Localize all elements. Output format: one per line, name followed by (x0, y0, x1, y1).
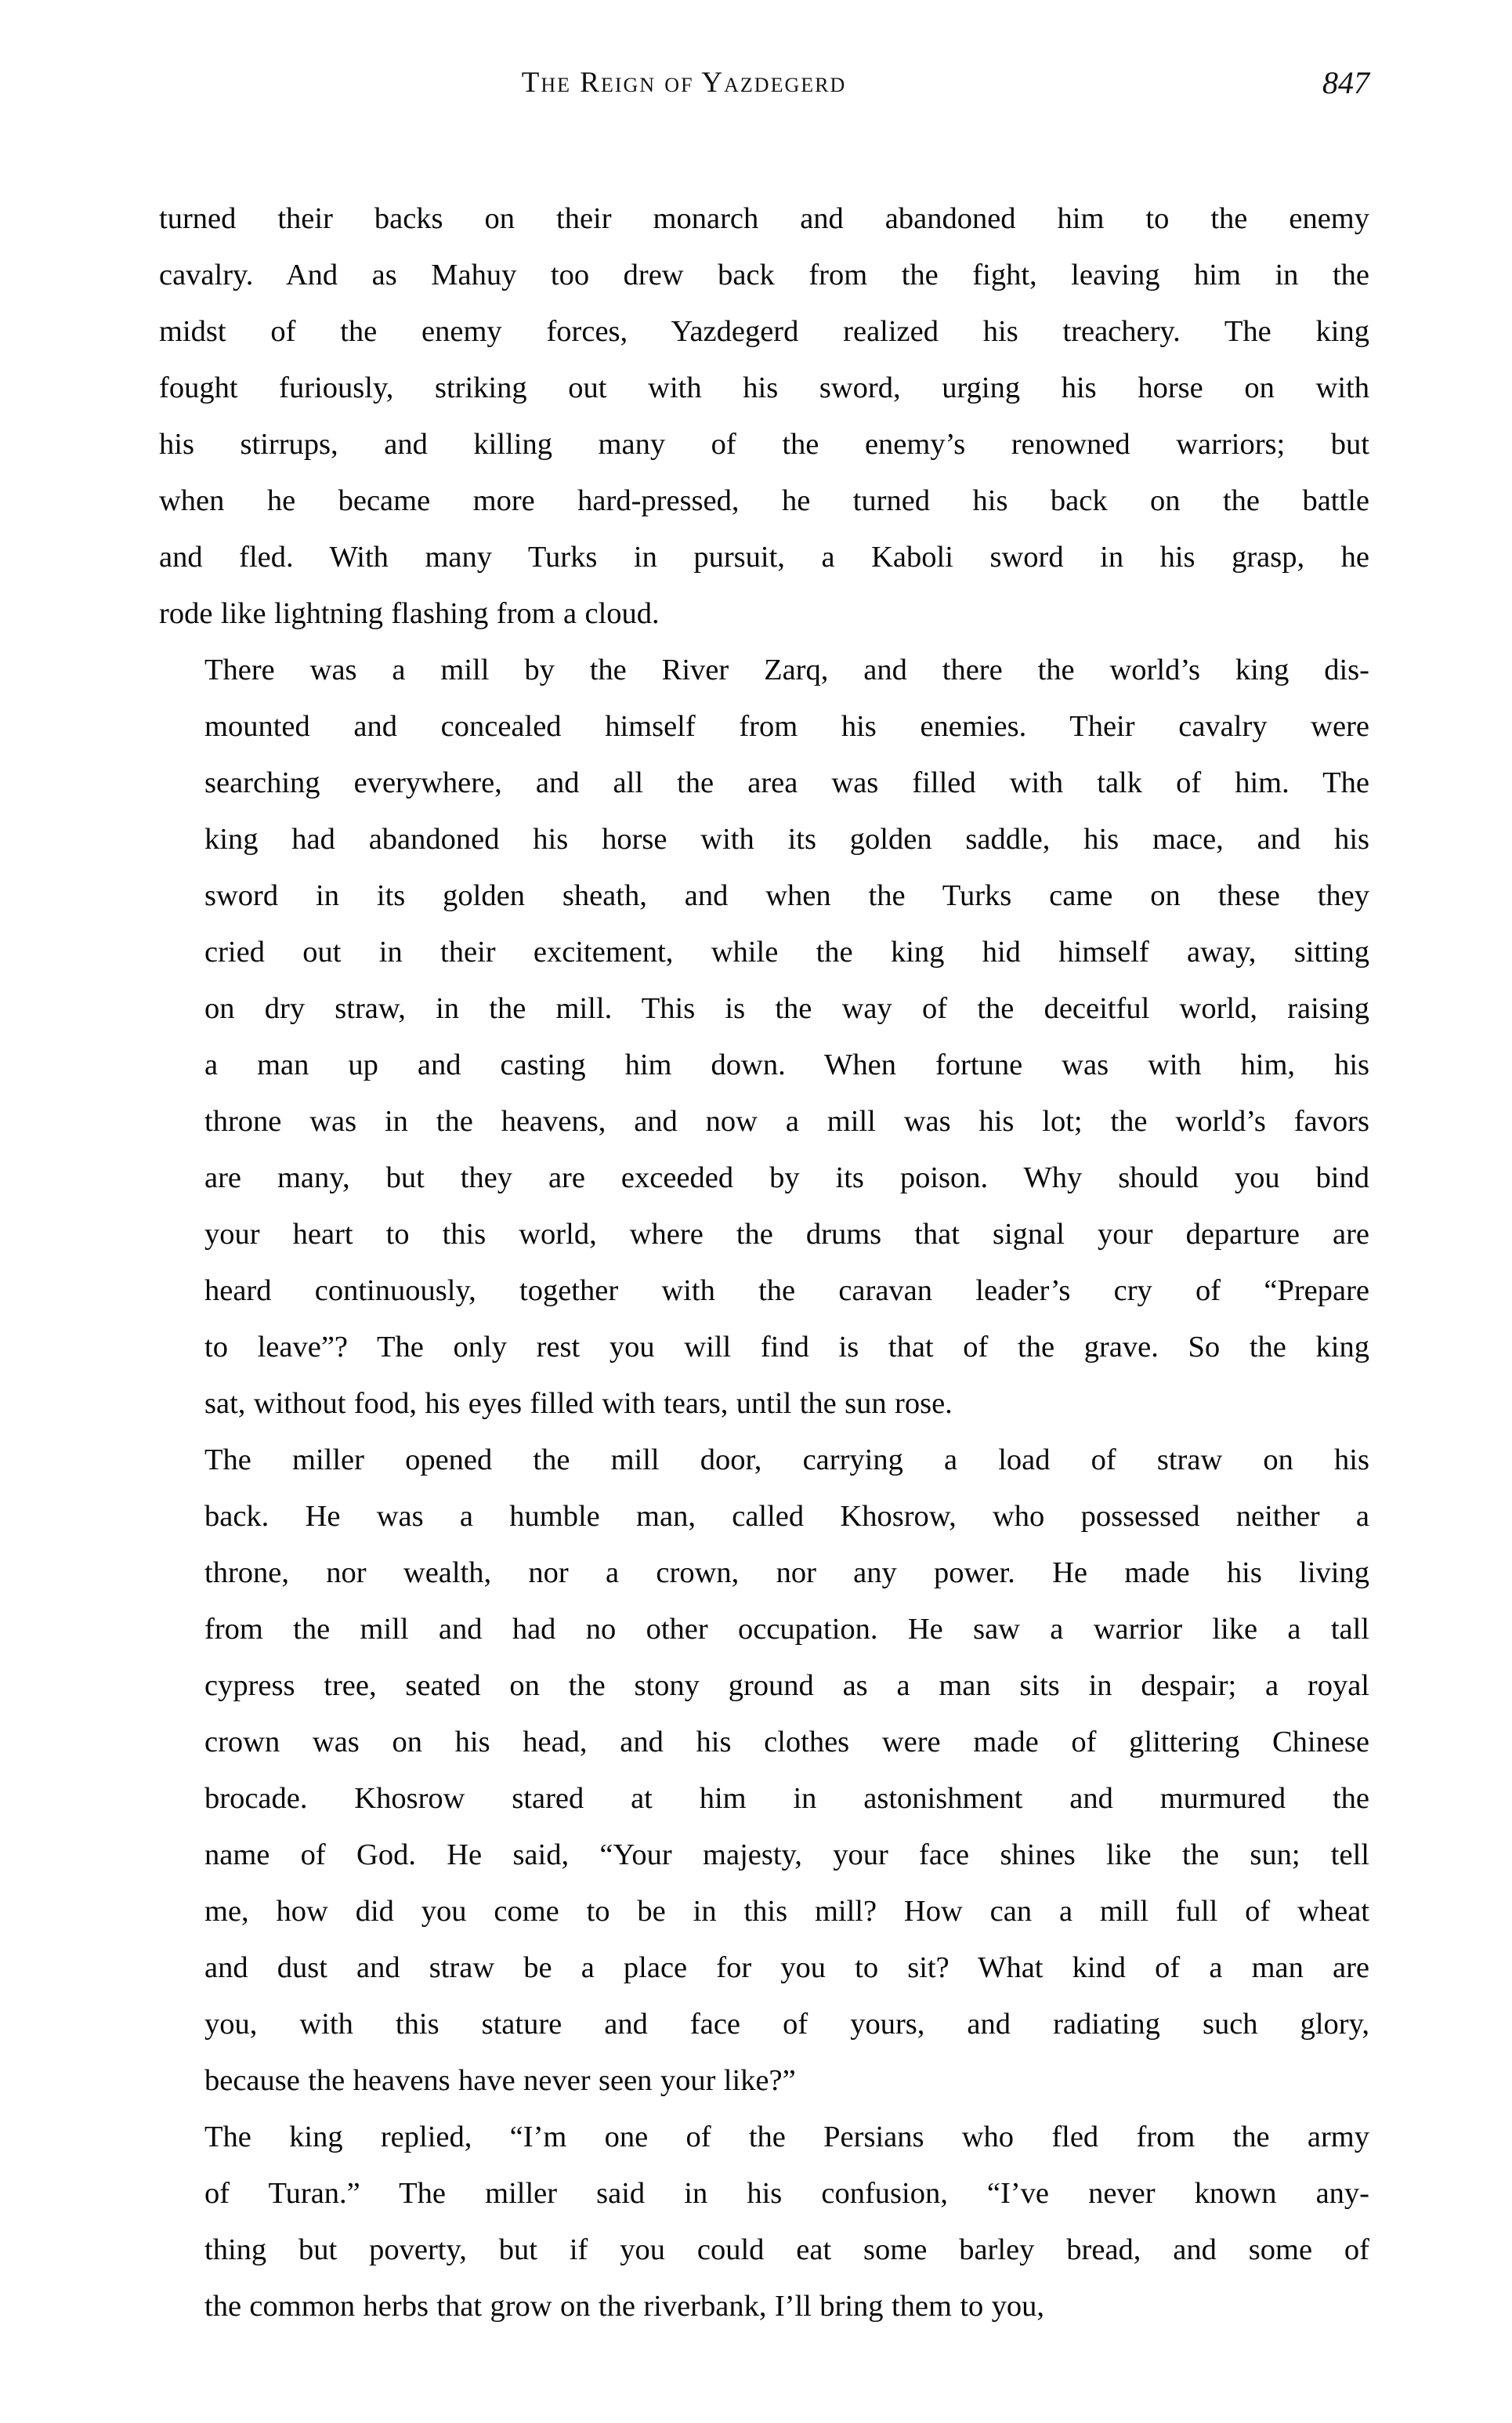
paragraph (159, 642, 1369, 1432)
text-line: throne was in the heavens, and now a mill was his lot; the world’s favors (204, 1105, 1369, 1138)
text-line: There was a mill by the River Zarq, and there the world’s king dis- (204, 654, 1369, 686)
text-line: thing but poverty, but if you could eat some barley bread, and some of (204, 2233, 1369, 2266)
text-line: when he became more hard-pressed, he turned his back on the battle (159, 484, 1369, 517)
text-line: throne, nor wealth, nor a crown, nor any power. He made his living (204, 1556, 1369, 1589)
text-line: are many, but they are exceeded by its poison. Why should you bind (204, 1161, 1369, 1194)
text-line: sat, without food, his eyes filled with tears, until the sun rose. (204, 1387, 953, 1420)
paragraph (159, 2109, 1369, 2334)
text-line: turned their backs on their monarch and abandoned him to the enemy (159, 202, 1369, 235)
text-line: name of God. He said, “Your majesty, your face shines like the sun; tell (204, 1838, 1369, 1871)
text-line: midst of the enemy forces, Yazdegerd realized his treachery. The king (159, 315, 1369, 348)
paragraph (159, 1432, 1369, 2109)
text-line: The miller opened the mill door, carrying a load of straw on his (204, 1443, 1369, 1476)
text-line: of Turan.” The miller said in his confusion, “I’ve never known any- (204, 2177, 1369, 2210)
text-line: sword in its golden sheath, and when the Turks came on these they (204, 879, 1369, 912)
paragraph (159, 190, 1369, 642)
text-line: rode like lightning flashing from a cloud. (159, 597, 660, 630)
running-head-title: The Reign of Yazdegerd (521, 67, 847, 99)
text-line: crown was on his head, and his clothes were made of glittering Chinese (204, 1726, 1369, 1758)
text-line: your heart to this world, where the drums that signal your departure are (204, 1218, 1369, 1251)
text-line: brocade. Khosrow stared at him in astonishment and murmured the (204, 1782, 1369, 1815)
page-number: 847 (1322, 65, 1369, 100)
text-line: a man up and casting him down. When fortune was with him, his (204, 1049, 1369, 1081)
text-line: me, how did you come to be in this mill? How can a mill full of wheat (204, 1895, 1369, 1928)
text-line: on dry straw, in the mill. This is the way of the deceitful world, raising (204, 992, 1369, 1025)
text-line: to leave”? The only rest you will find is that of the grave. So the king (204, 1331, 1369, 1364)
text-line: his stirrups, and killing many of the enemy’s renowned warriors; but (159, 428, 1369, 461)
text-line: cypress tree, seated on the stony ground as a man sits in despair; a royal (204, 1669, 1369, 1702)
text-line: the common herbs that grow on the riverbank, I’ll bring them to you, (204, 2290, 1045, 2323)
text-line: mounted and concealed himself from his enemies. Their cavalry were (204, 710, 1369, 743)
body-text-block (159, 190, 1369, 2334)
text-line: The king replied, “I’m one of the Persians who fled from the army (204, 2121, 1369, 2153)
text-line: cried out in their excitement, while the king hid himself away, sitting (204, 936, 1369, 969)
text-line: king had abandoned his horse with its golden saddle, his mace, and his (204, 823, 1369, 856)
text-line: and fled. With many Turks in pursuit, a Kaboli sword in his grasp, he (159, 541, 1369, 574)
text-line: back. He was a humble man, called Khosrow, who possessed neither a (204, 1500, 1369, 1533)
running-head (159, 64, 1369, 111)
text-line: and dust and straw be a place for you to sit? What kind of a man are (204, 1951, 1369, 1984)
text-line: searching everywhere, and all the area was filled with talk of him. The (204, 766, 1369, 799)
text-line: fought furiously, striking out with his sword, urging his horse on with (159, 371, 1369, 404)
text-line: because the heavens have never seen your like?” (204, 2064, 796, 2097)
text-line: you, with this stature and face of yours, and radiating such glory, (204, 2008, 1369, 2041)
text-line: from the mill and had no other occupation. He saw a warrior like a tall (204, 1613, 1369, 1646)
text-line: cavalry. And as Mahuy too drew back from the fight, leaving him in the (159, 259, 1369, 292)
text-line: heard continuously, together with the caravan leader’s cry of “Prepare (204, 1274, 1369, 1307)
